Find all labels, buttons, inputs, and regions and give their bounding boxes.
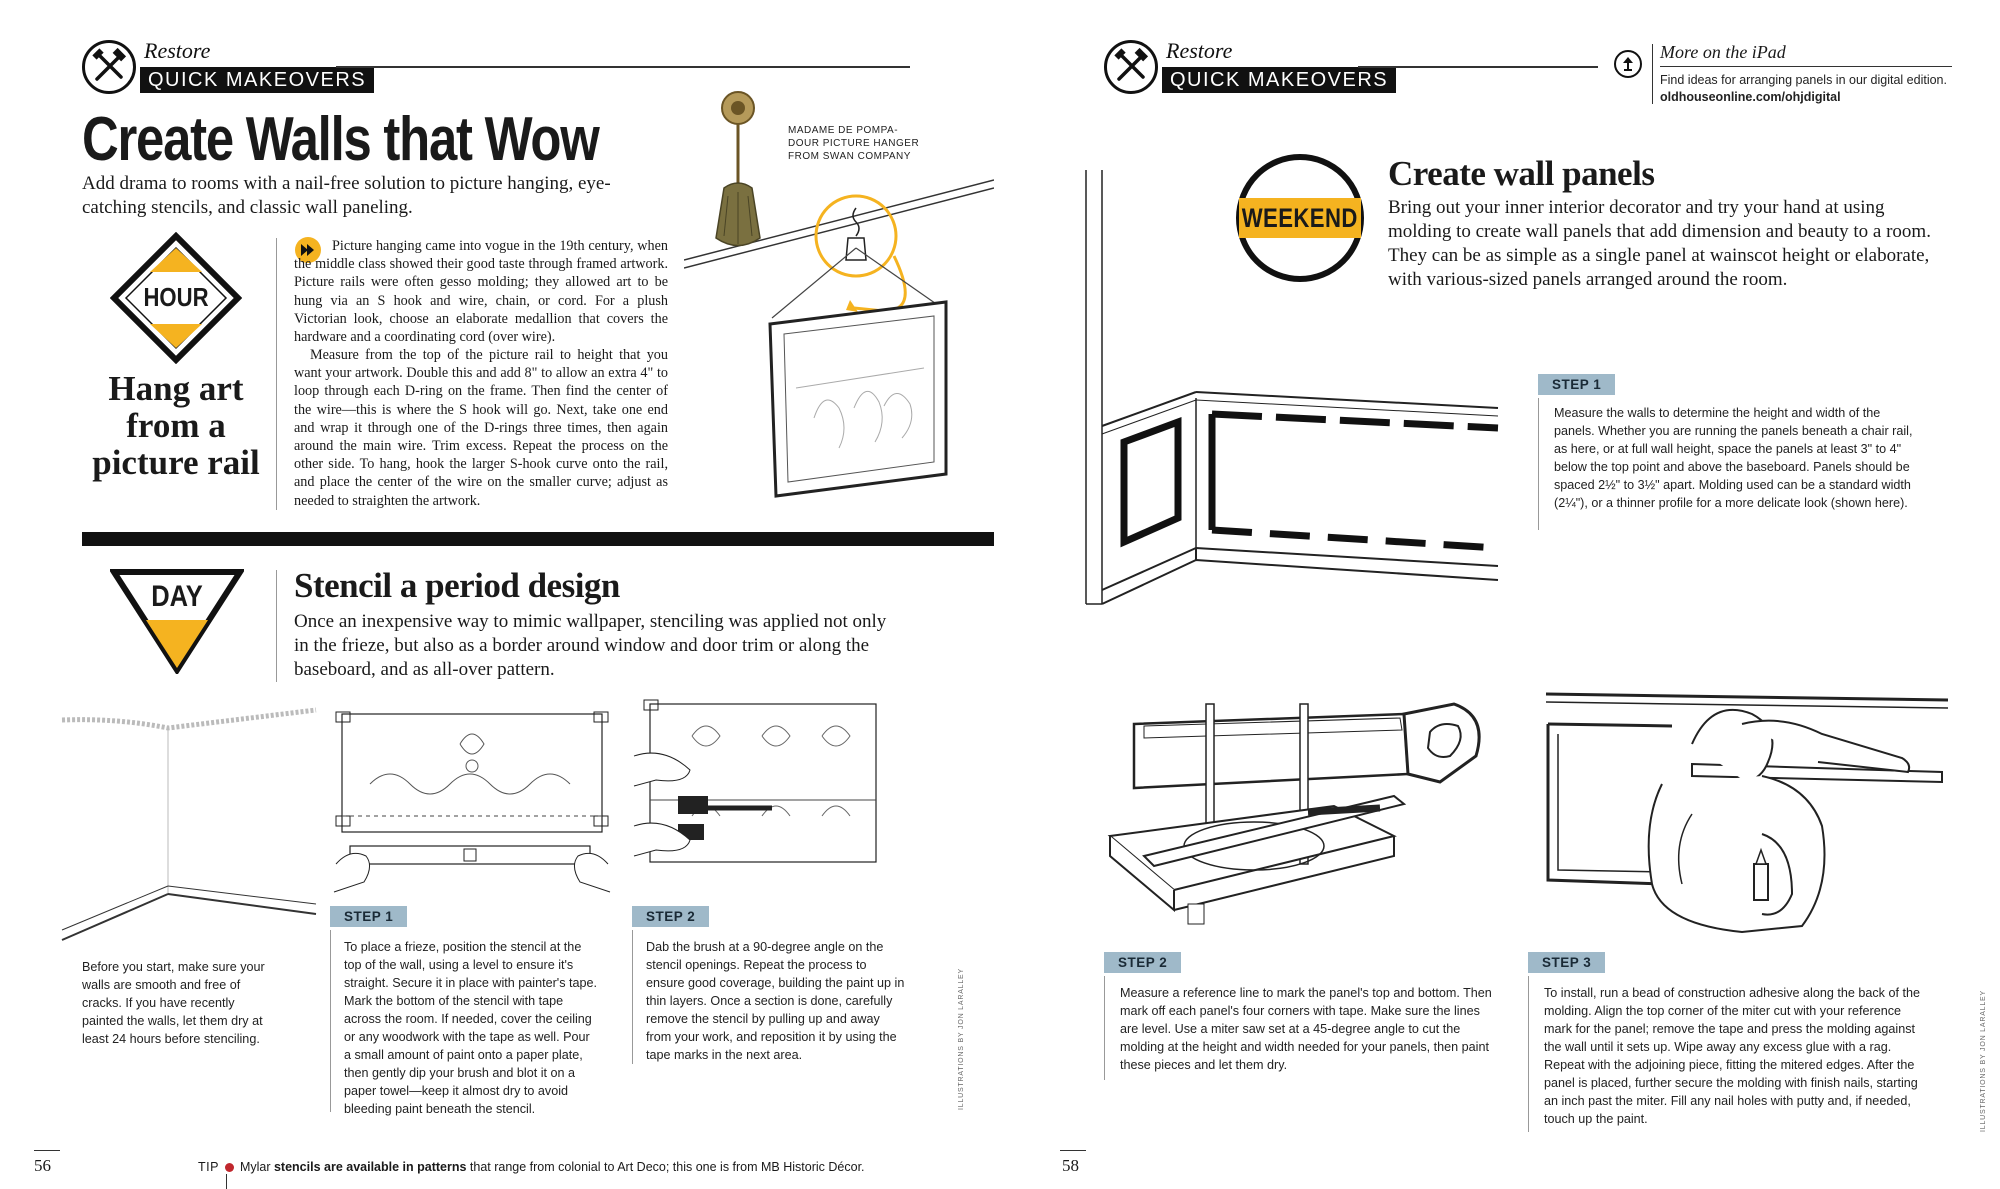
weekend-step3-label: STEP 3	[1528, 952, 1605, 973]
ipad-text	[1660, 72, 1960, 106]
ipad-text-body: Find ideas for arranging panels in our digital edition.	[1660, 73, 1947, 87]
ipad-title: More on the iPad	[1660, 42, 1786, 62]
ipad-divider	[1652, 44, 1653, 104]
day-step2-label: STEP 2	[632, 906, 709, 927]
restore-logo-right-icon	[1104, 40, 1158, 94]
tip-text-post: that range from colonial to Art Deco; this one is from MB Historic Décor.	[466, 1160, 865, 1174]
tip-text-pre: Mylar	[239, 1160, 274, 1174]
hour-section-title: Hang art from a picture rail	[92, 369, 260, 482]
step2-divider	[632, 930, 633, 1064]
day-divider	[276, 570, 277, 682]
section-divider-bar	[82, 532, 994, 546]
miter-saw-illustration	[1104, 696, 1506, 936]
wall-panel-illustration	[1080, 170, 1500, 620]
page-title: Create Walls that Wow	[82, 105, 599, 174]
hammer-crossed-icon	[1111, 47, 1151, 87]
header-rule-right	[1358, 66, 1598, 68]
tip-label: TIP	[198, 1160, 219, 1174]
stencil-step1-illustration	[330, 704, 614, 894]
weekend-step2-text: Measure a reference line to mark the panel's top and bottom. Then mark off each panel's four corners with tape. Make sure the lines are level. Use a miter saw set at a 45-degree angle to cut the molding at the height and width needed for your panels, then paint these pieces and let them dry.	[1120, 986, 1492, 1072]
restore-label-right: Restore	[1166, 38, 1233, 63]
right-page-number-rule	[1060, 1150, 1086, 1151]
day-section-title: Stencil a period design	[294, 566, 620, 605]
step1-divider	[330, 930, 331, 1112]
weekend-step1-text: Measure the walls to determine the height and width of the panels. Whether you are running the panels beneath a chair rail, as here, or at full wall height, space the panels at least 3" to 4" below the top point and above the baseboard. Panels should be spaced 2½" to 3½" apart. Molding used can be a standard width (2¼"), or a thinner profile for a more delicate look (shown here).	[1554, 406, 1913, 510]
picture-hanger-illustration	[684, 88, 994, 508]
installing-molding-illustration	[1542, 664, 1952, 934]
tip-text-bold: stencils are available in patterns	[273, 1160, 467, 1174]
ipad-rule	[1660, 66, 1952, 67]
weekend-step3-divider	[1528, 976, 1529, 1132]
day-step2-text: Dab the brush at a 90-degree angle on the stencil openings. Repeat the process to ensure good coverage, building the paint up in thin layers. Once a section is done, carefully remove the stencil by pulling up and away from your work, and reposition it by using the tape marks in the next area.	[646, 940, 905, 1062]
restore-logo-icon	[82, 40, 136, 94]
lamp-icon	[1621, 55, 1635, 73]
hour-para-1: Picture hanging came into vogue in the 19th century, when the middle class showed their good taste through framed artwork. Picture rails were often gesso molding; they allowed art to be hung via an S hook and wire, chain, or cord. For a plush Victorian look, choose an elaborate medallion that covers the hardware and a coordinating cord (over wire).	[294, 238, 668, 346]
day-step1-label: STEP 1	[330, 906, 407, 927]
day-step1-text: To place a frieze, position the stencil at the top of the wall, using a level to ensure it's straight. Secure it in place with painter's tape. Mark the bottom of the stencil with tape across the room. If needed, cover the ceiling or any woodwork with the tape as well. Pour a small amount of paint onto a paper plate, then gently dip your brush and blot it on a paper towel—keep it almost dry to avoid bleeding paint beneath the stencil.	[344, 940, 598, 1116]
page-number-rule	[34, 1150, 60, 1151]
weekend-step2-divider	[1104, 976, 1105, 1080]
stencil-step2-illustration	[632, 696, 878, 878]
weekend-section-deck: Bring out your inner interior decorator and try your hand at using molding to create wall panels that add dimension and beauty to a room. They can be as simple as a single panel at wainscot height or elaborate, with various-sized panels arranged around the room.	[1388, 197, 1931, 290]
ipad-link[interactable]: oldhouseonline.com/ohjdigital	[1660, 90, 1841, 104]
tip-line	[198, 1160, 865, 1174]
day-section-deck: Once an inexpensive way to mimic wallpaper, stenciling was applied not only in the frieze, but also as a border around window and door trim or along the baseboard, and as all-over pattern.	[294, 611, 887, 680]
left-page-number: 56	[34, 1156, 51, 1175]
hanger-caption: MADAME DE POMPA- DOUR PICTURE HANGER FROM SWAN COMPANY	[788, 125, 920, 162]
weekend-badge-label: WEEKEND	[1241, 202, 1359, 233]
hour-badge-label: HOUR	[143, 282, 209, 312]
weekend-section-title: Create wall panels	[1388, 154, 1655, 193]
weekend-step1-label: STEP 1	[1538, 374, 1615, 395]
weekend-step1-divider	[1538, 398, 1539, 530]
weekend-step2-label: STEP 2	[1104, 952, 1181, 973]
right-illustration-credit: ILLUSTRATIONS BY JON LARALLEY	[1980, 990, 1987, 1132]
hammer-crossed-icon	[89, 47, 129, 87]
tip-rule	[226, 1174, 227, 1189]
tip-dot-icon	[225, 1163, 234, 1172]
tip-text	[240, 1160, 865, 1174]
hour-para-2: Measure from the top of the picture rail to height that you want your artwork. Double this and add 8" to allow an extra 4" to loop through each D-ring on the frame. Then find the center of the wire—this is where the S hook will go. Next, take one end and wrap it through one of the D-rings three times, then again around the main wire. Trim excess. Repeat the process on the other side. To hang, hook the larger S-hook curve onto the rail, and place the center of the wire on the smaller curve; adjust as needed to straighten the artwork.	[294, 347, 668, 509]
page-deck: Add drama to rooms with a nail-free solution to picture hanging, eye-catching stencils, and classic wall paneling.	[82, 173, 611, 218]
section-badge-right: QUICK MAKEOVERS	[1162, 67, 1396, 93]
weekend-step3-text: To install, run a bead of construction adhesive along the back of the molding. Align the top corner of the miter cut with your reference mark for the panel; remove the tape and press the molding against the wall until it sets up. Wipe away any excess glue with a rag. Repeat with the adjoining piece, fitting the mitered edges. After the panel is placed, further secure the molding with finish nails, starting an inch past the miter. Fill any nail holes with putty and, if needed, touch up the paint.	[1544, 986, 1920, 1126]
room-corner-illustration	[58, 704, 320, 944]
day-badge-label: DAY	[151, 580, 203, 613]
day-intro: Before you start, make sure your walls are smooth and free of cracks. If you have recently painted the walls, let them dry at least 24 hours before stenciling.	[82, 960, 265, 1046]
ipad-icon	[1614, 50, 1642, 78]
left-illustration-credit: ILLUSTRATIONS BY JON LARALLEY	[958, 968, 965, 1110]
section-badge: QUICK MAKEOVERS	[140, 67, 374, 93]
header-rule	[336, 66, 910, 68]
right-page-number: 58	[1062, 1156, 1079, 1175]
restore-label: Restore	[144, 38, 211, 63]
hour-divider	[276, 238, 277, 510]
